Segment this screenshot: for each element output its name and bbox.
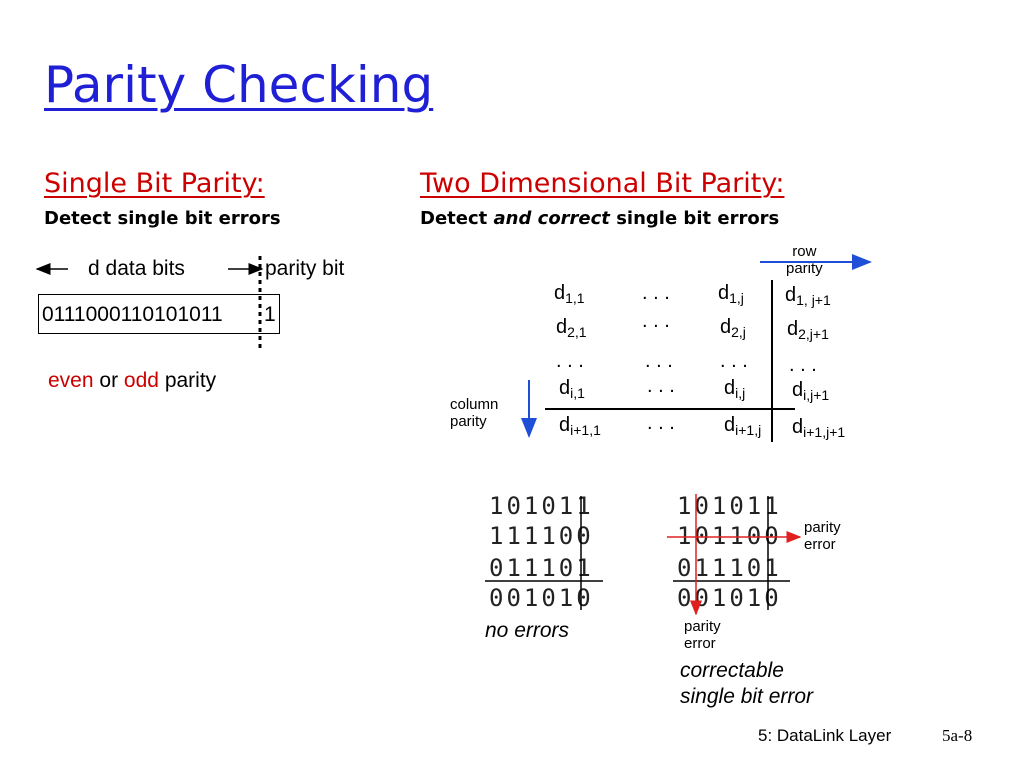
ellipsis-r3-c3: . . .	[720, 350, 748, 372]
ellipsis-r5: . . .	[647, 412, 675, 434]
ok-row-4: 001010	[489, 584, 594, 612]
single-parity-heading: Single Bit Parity:	[44, 168, 265, 199]
err-row-2: 101100	[677, 522, 782, 550]
cell-i-j: $d_{i,j}$	[724, 377, 746, 401]
data-bits-label: d data bits	[88, 257, 185, 280]
subtitle-post: single bit errors	[616, 208, 780, 229]
cell-i-j1: $d_{i,j+1}$	[792, 379, 830, 403]
cell-1-j1: $d_{1, j+1}$	[785, 284, 831, 308]
col-error-line2: error	[684, 635, 716, 652]
no-errors-caption: no errors	[485, 619, 570, 642]
correctable-line1: correctable	[680, 659, 784, 682]
ellipsis-r3-c2: . . .	[645, 350, 673, 372]
cell-1-1: $d_{1,1}$	[554, 282, 585, 306]
col-error-line1: parity	[684, 618, 721, 635]
single-parity-subtitle: Detect single bit errors	[44, 208, 281, 229]
row-error-line2: error	[804, 536, 836, 553]
cell-i1-j: $d_{i+1,j}$	[724, 414, 762, 438]
cell-1-j: $d_{1,j}$	[718, 282, 744, 306]
err-row-1: 101011	[677, 492, 782, 520]
correctable-line2: single bit error	[680, 685, 814, 708]
footer-page-number: 5a-8	[942, 726, 973, 745]
ok-row-3: 011101	[489, 554, 594, 582]
row-parity-line2: parity	[786, 260, 823, 277]
subtitle-pre: Detect	[420, 208, 488, 229]
row-parity-line1: row	[792, 243, 817, 260]
cell-i-1: $d_{i,1}$	[559, 377, 585, 401]
column-parity-line2: parity	[450, 413, 487, 430]
column-parity-line1: column	[450, 396, 499, 413]
ellipsis-r2: . . .	[642, 310, 670, 332]
footer-chapter: 5: DataLink Layer	[758, 726, 892, 745]
err-row-4: 001010	[677, 584, 782, 612]
parity-word: parity	[164, 369, 217, 392]
ellipsis-r3-c1: . . .	[556, 350, 584, 372]
cell-i1-1: $d_{i+1,1}$	[559, 414, 601, 438]
ellipsis-r1: . . .	[642, 282, 670, 304]
or-word: or	[99, 369, 119, 392]
ellipsis-r4: . . .	[647, 375, 675, 397]
row-error-line1: parity	[804, 519, 841, 536]
cell-2-j: $d_{2,j}$	[720, 316, 746, 340]
odd-word: odd	[123, 369, 159, 392]
cell-2-1: $d_{2,1}$	[556, 316, 587, 340]
data-bits-value: 0111000110101011	[42, 303, 223, 326]
ok-row-2: 111100	[489, 522, 594, 550]
err-row-3: 011101	[677, 554, 782, 582]
ok-row-1: 101011	[489, 492, 594, 520]
two-dim-heading: Two Dimensional Bit Parity:	[420, 168, 785, 199]
page-title: Parity Checking	[44, 56, 434, 114]
cell-2-j1: $d_{2,j+1}$	[787, 318, 829, 342]
ellipsis-r3-c4: . . .	[789, 354, 817, 376]
subtitle-emphasis: and correct	[493, 208, 610, 229]
parity-bit-value: 1	[264, 303, 276, 326]
parity-bit-label: parity bit	[265, 257, 345, 280]
cell-i1-j1: $d_{i+1,j+1}$	[792, 416, 846, 440]
even-word: even	[48, 369, 94, 392]
